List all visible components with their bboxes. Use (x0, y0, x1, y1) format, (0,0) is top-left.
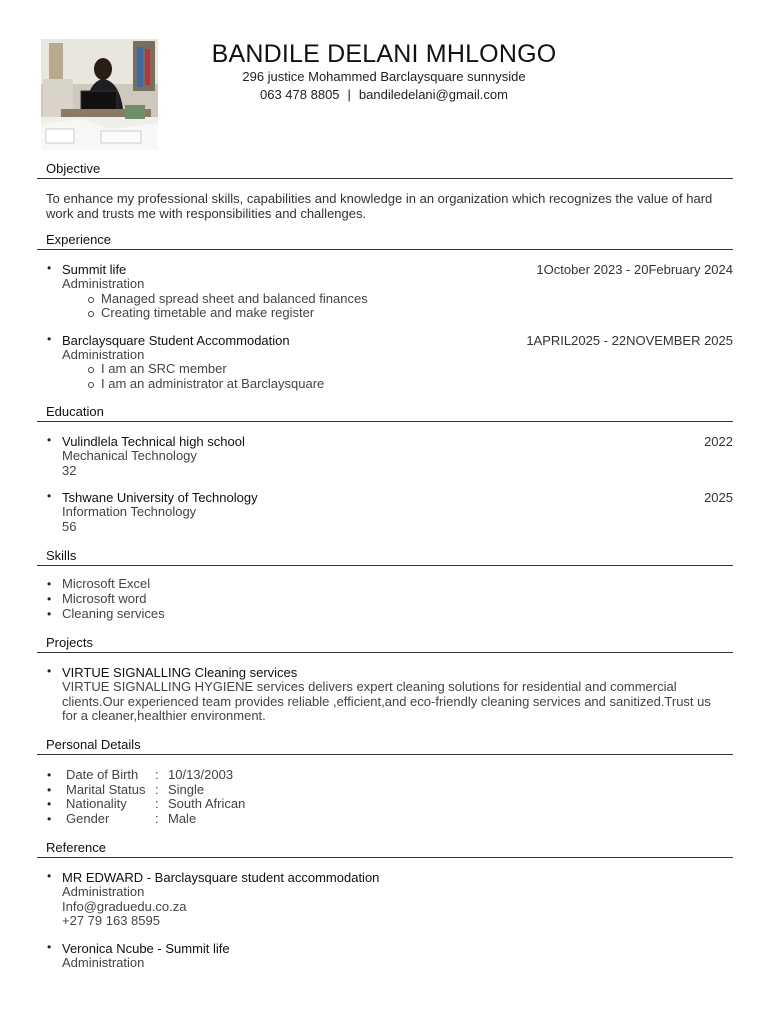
reference-email: Info@graduedu.co.za (62, 898, 187, 914)
email-address: bandiledelani@gmail.com (358, 87, 508, 102)
experience-dates: 1October 2023 - 20February 2024 (536, 262, 733, 277)
detail-label: • Nationality (66, 796, 127, 812)
education-field: Mechanical Technology (62, 448, 197, 463)
detail-colon: : (155, 781, 159, 797)
experience-company: • Barclaysquare Student Accommodation (62, 332, 290, 348)
reference-name: • MR EDWARD - Barclaysquare student accommodation (62, 870, 380, 885)
experience-role: Administration (62, 346, 145, 362)
resume-header (0, 0, 768, 150)
education-item (62, 490, 733, 534)
objective-text: To enhance my professional skills, capabilities and knowledge in an organization which recognizes the value of hard work and trusts me with responsibilities and challenges. (46, 191, 713, 221)
education-year: 2025 (704, 490, 733, 505)
detail-label: • Date of Birth (66, 767, 139, 782)
skill-item: • Microsoft Excel (62, 577, 733, 592)
project-item (62, 665, 733, 724)
detail-value: Single (168, 781, 205, 797)
detail-value: South African (168, 796, 246, 812)
projects-section (37, 635, 733, 724)
experience-item (62, 262, 733, 321)
education-section (37, 404, 733, 534)
personal-detail-row (66, 812, 733, 827)
candidate-name: BANDILE DELANI MHLONGO (211, 40, 557, 68)
section-title-objective: Objective (37, 161, 733, 179)
experience-section (37, 232, 733, 391)
reference-item (62, 941, 733, 971)
project-description: VIRTUE SIGNALLING HYGIENE services delivers expert cleaning solutions for residential and commercial clients.Our experienced team provides reliable ,efficient,and eco-friendly cleaning services and sanitized.Trust us for a cleaner,healthier environment. (62, 679, 711, 723)
reference-name: • Veronica Ncube - Summit life (62, 940, 230, 956)
experience-point: I am an administrator at Barclaysquare (101, 377, 733, 392)
experience-dates: 1APRIL2025 - 22NOVEMBER 2025 (526, 332, 733, 348)
experience-point: I am an SRC member (101, 362, 733, 377)
experience-point: Managed spread sheet and balanced finances (101, 292, 733, 307)
section-title-projects: Projects (37, 635, 733, 653)
section-title-reference: Reference (37, 840, 733, 858)
reference-role: Administration (62, 954, 145, 970)
education-school: • Tshwane University of Technology (62, 490, 258, 505)
phone-number: 063 478 8805 (260, 87, 340, 102)
personal-detail-row (66, 768, 733, 783)
reference-phone: +27 79 163 8595 (62, 913, 160, 928)
detail-value: 10/13/2003 (168, 767, 234, 782)
address: 296 justice Mohammed Barclaysquare sunnyside (242, 69, 526, 84)
contact-separator: | (347, 87, 351, 102)
education-score: 32 (62, 462, 77, 478)
education-score: 56 (62, 518, 77, 534)
detail-colon: : (155, 810, 159, 826)
detail-colon: : (155, 796, 159, 812)
experience-item (62, 333, 733, 392)
experience-company: • Summit life (62, 262, 127, 277)
experience-point: Creating timetable and make register (101, 306, 733, 321)
personal-details-section (37, 737, 733, 826)
education-year: 2022 (704, 434, 733, 449)
education-field: Information Technology (62, 504, 197, 519)
skills-section (37, 548, 733, 621)
section-title-skills: Skills (37, 548, 733, 566)
detail-colon: : (155, 767, 159, 782)
reference-role: Administration (62, 884, 145, 899)
section-title-personal-details: Personal Details (37, 737, 733, 755)
detail-value: Male (168, 810, 197, 826)
section-title-experience: Experience (37, 232, 733, 250)
section-title-education: Education (37, 404, 733, 422)
detail-label: • Gender (66, 810, 110, 826)
reference-item (62, 870, 733, 929)
personal-detail-row (66, 783, 733, 798)
skill-item: • Cleaning services (62, 607, 733, 622)
reference-section (37, 840, 733, 970)
education-school: • Vulindlela Technical high school (62, 434, 245, 449)
objective-section (37, 161, 733, 221)
detail-label: • Marital Status (66, 781, 146, 797)
education-item (62, 434, 733, 478)
experience-role: Administration (62, 276, 145, 291)
project-name: • VIRTUE SIGNALLING Cleaning services (62, 665, 298, 680)
contact-line (0, 88, 768, 103)
skill-item: • Microsoft word (62, 592, 733, 607)
personal-detail-row (66, 797, 733, 812)
